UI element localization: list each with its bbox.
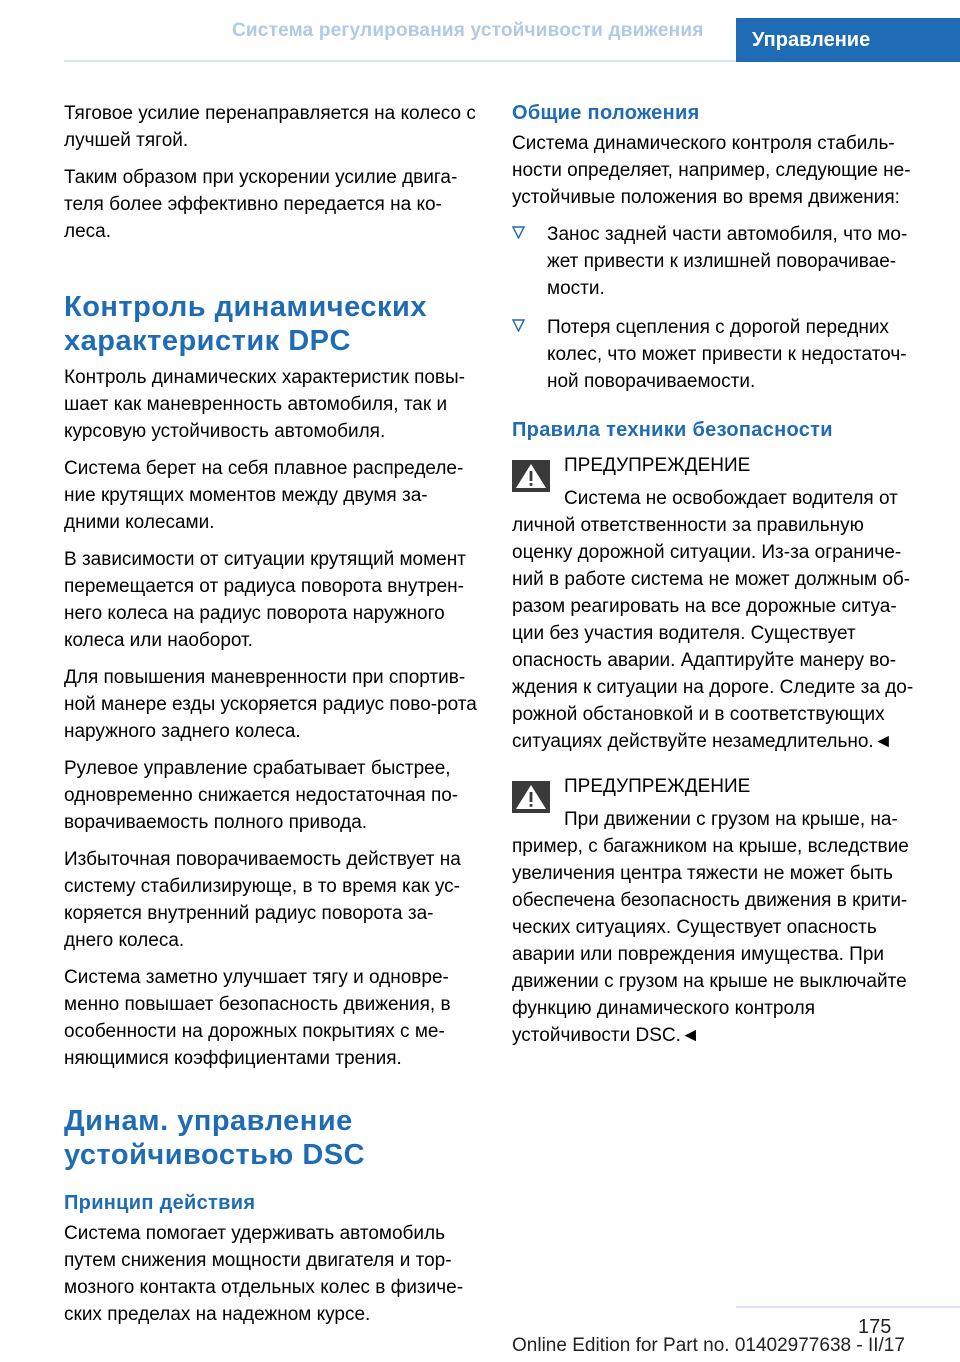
instability-list xyxy=(512,221,926,395)
safety-title: Правила техники безопасности xyxy=(512,419,833,441)
general-paragraph: Система динамического контроля стабиль-ности определяет, например, следующие не-устойчивые положения во время движения: xyxy=(512,133,911,208)
intro-paragraph: Тяговое усилие перенаправляется на колесо с лучшей тягой. xyxy=(64,103,476,151)
list-item-text: Занос задней части автомобиля, что мо-жет привести к излишней поворачивае-мости. xyxy=(547,224,908,299)
list-item xyxy=(512,314,926,395)
running-header-section: Система регулирования устойчивости движения xyxy=(232,20,704,41)
dsc-section-heading xyxy=(64,1104,480,1172)
dpc-paragraph: Для повышения маневренности при спортив-ной манере езды ускоряется радиус пово-рота наружного заднего колеса. xyxy=(64,667,477,742)
warning-text xyxy=(512,806,926,1049)
warning-text-content: Система не освобождает водителя от личной ответственности за правильную оценку дорожной ситуации. Из-за ограниче-ний в работе система не может должным об-разом реагировать на все дорожные ситуа-ции без участия водителя. Существует опасность аварии. Адаптируйте манеру во-ждения к ситуации на дороге. Следите за до-рожной обстановкой и в соответствующих ситуациях действуйте незамедлительно.◄ xyxy=(512,488,914,752)
dpc-section-heading xyxy=(64,290,480,358)
general-title: Общие положения xyxy=(512,102,700,124)
dpc-paragraph: Контроль динамических характеристик повы-шает как маневренность автомобиля, так и курсовую устойчивость автомобиля. xyxy=(64,367,466,442)
dpc-title: Контроль динамических характеристик DPC xyxy=(64,291,427,357)
triangle-bullet-icon xyxy=(512,319,525,332)
warning-triangle-icon xyxy=(512,460,550,492)
running-header-chapter xyxy=(736,18,960,62)
header-divider xyxy=(64,60,736,62)
footer-divider xyxy=(736,1306,960,1308)
dpc-paragraph: Рулевое управление срабатывает быстрее, одновременно снижается недостаточная по-ворачиваемость полного привода. xyxy=(64,758,459,833)
warning-block xyxy=(512,773,926,1049)
right-column xyxy=(512,100,926,1067)
warning-label: ПРЕДУПРЕЖДЕНИЕ xyxy=(564,455,751,476)
warning-triangle-icon xyxy=(512,781,550,813)
warning-text xyxy=(512,485,926,755)
edition-footer: Online Edition for Part no. 01402977638 - II/17 xyxy=(512,1335,905,1356)
warning-text-content: При движении с грузом на крыше, на-пример, с багажником на крыше, вследствие увеличения центра тяжести не может быть обеспечена безопасность движения в крити-ческих ситуациях. Существует опасность аварии или повреждения имущества. При движении с грузом на крыше не выключайте функцию динамического контроля устойчивости DSC.◄ xyxy=(512,809,909,1046)
dpc-paragraph: Система берет на себя плавное распределе-ние крутящих моментов между двумя за-дними колесами. xyxy=(64,458,464,533)
left-column xyxy=(64,100,480,1338)
intro-paragraph: Таким образом при ускорении усилие двига-теля более эффективно передается на ко-леса. xyxy=(64,167,458,242)
chapter-label: Управление xyxy=(752,28,871,51)
page-number: 175 xyxy=(858,1316,892,1338)
triangle-bullet-icon xyxy=(512,226,525,239)
dpc-paragraph: Система заметно улучшает тягу и одновре-менно повышает безопасность движения, в особенности на дорожных покрытиях с ме-няющимися коэффициентами трения. xyxy=(64,967,451,1069)
dsc-title: Динам. управление устойчивостью DSC xyxy=(64,1105,366,1171)
warning-label: ПРЕДУПРЕЖДЕНИЕ xyxy=(564,776,751,797)
dpc-paragraph: В зависимости от ситуации крутящий момент перемещается от радиуса поворота внутрен-него колеса на радиус поворота наружного колеса или наоборот. xyxy=(64,549,466,651)
list-item xyxy=(512,221,926,302)
list-item-text: Потеря сцепления с дорогой передних колес, что может привести к недостаточ-ной поворачиваемости. xyxy=(547,317,907,392)
warning-block xyxy=(512,452,926,755)
principle-title: Принцип действия xyxy=(64,1192,256,1214)
dpc-paragraph: Избыточная поворачиваемость действует на систему стабилизирующе, в то время как ус-коряется внутренний радиус поворота за-днего колеса. xyxy=(64,849,461,951)
principle-paragraph: Система помогает удерживать автомобиль путем снижения мощности двигателя и тор-мозного контакта отдельных колес в физиче-ских пределах на надежном курсе. xyxy=(64,1223,464,1325)
